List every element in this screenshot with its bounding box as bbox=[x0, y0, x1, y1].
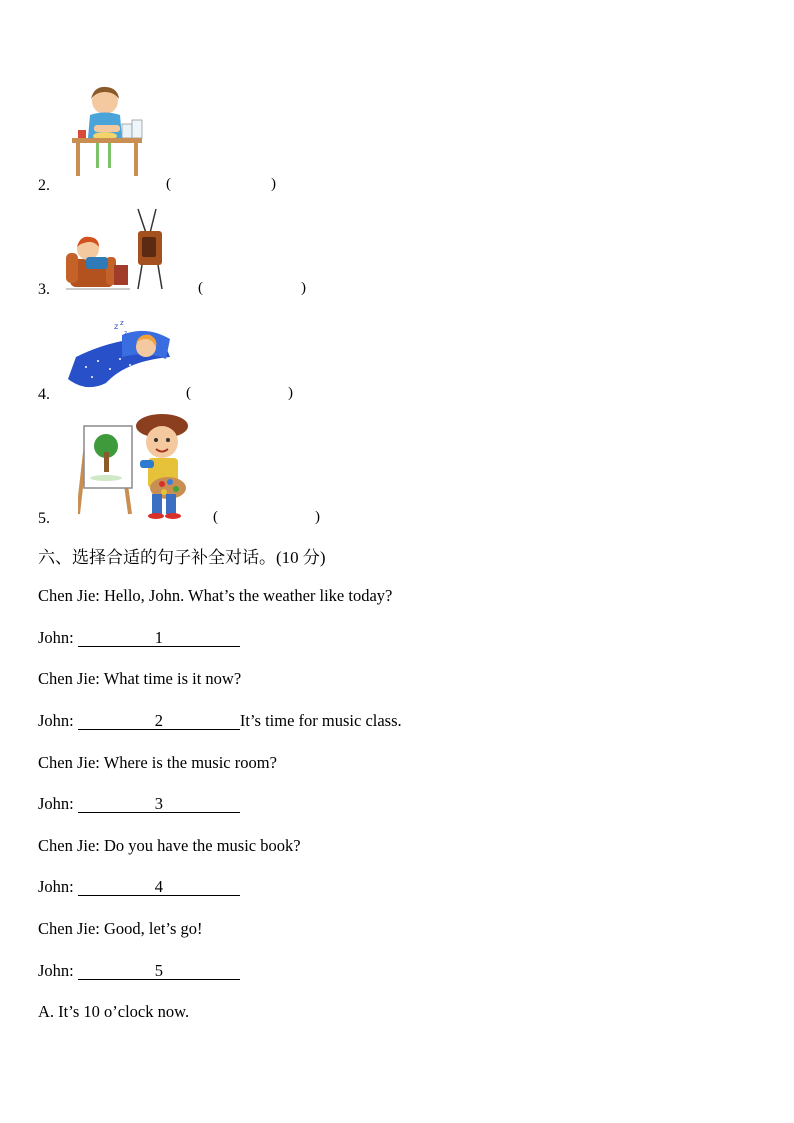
dialogue-text: Where is the music room? bbox=[103, 753, 277, 772]
option-a: A. It’s 10 o’clock now. bbox=[38, 1002, 190, 1021]
painting-illustration bbox=[78, 412, 192, 520]
speaker: John: bbox=[38, 794, 74, 813]
answer-blank[interactable]: 2 bbox=[78, 713, 240, 730]
svg-text:z: z bbox=[120, 319, 124, 327]
speaker: Chen Jie: bbox=[38, 753, 100, 772]
dialogue-line bbox=[38, 753, 277, 773]
answer-paren-open: ( bbox=[166, 176, 171, 192]
sleeping-illustration bbox=[66, 317, 172, 399]
answer-blank[interactable]: 4 bbox=[78, 879, 240, 896]
speaker: John: bbox=[38, 961, 74, 980]
answer-paren-open: ( bbox=[213, 509, 218, 525]
dialogue-line bbox=[38, 669, 241, 689]
dialogue-line bbox=[38, 877, 240, 897]
dialogue-line bbox=[38, 628, 240, 648]
eating-illustration bbox=[70, 84, 146, 178]
svg-text:z: z bbox=[114, 322, 119, 331]
item-number: 3. bbox=[38, 281, 50, 298]
section-heading: 六、选择合适的句子补全对话。(10 分) bbox=[38, 548, 326, 567]
dialogue-text: It’s time for music class. bbox=[239, 711, 402, 730]
answer-paren-close: ) bbox=[271, 176, 276, 192]
answer-paren-close: ) bbox=[288, 385, 293, 401]
answer-blank[interactable]: 5 bbox=[78, 963, 240, 980]
speaker: John: bbox=[38, 711, 74, 730]
dialogue-text: Hello, John. What’s the weather like today? bbox=[104, 586, 393, 605]
answer-paren-open: ( bbox=[198, 280, 203, 296]
dialogue-text: What time is it now? bbox=[103, 669, 242, 688]
watching-tv-illustration bbox=[66, 207, 170, 293]
item-number: 4. bbox=[38, 386, 50, 403]
dialogue-line bbox=[38, 794, 240, 814]
answer-paren-open: ( bbox=[186, 385, 191, 401]
answer-paren-close: ) bbox=[315, 509, 320, 525]
dialogue-line bbox=[38, 836, 301, 856]
dialogue-text: Do you have the music book? bbox=[104, 836, 301, 855]
dialogue-text: Good, let’s go! bbox=[104, 919, 203, 938]
speaker: Chen Jie: bbox=[38, 586, 100, 605]
dialogue-line bbox=[38, 961, 240, 981]
item-number: 2. bbox=[38, 177, 50, 194]
speaker: Chen Jie: bbox=[38, 919, 100, 938]
speaker: Chen Jie: bbox=[38, 836, 100, 855]
speaker: Chen Jie: bbox=[38, 669, 100, 688]
dialogue-line bbox=[38, 711, 402, 731]
answer-paren-close: ) bbox=[301, 280, 306, 296]
answer-blank[interactable]: 3 bbox=[78, 796, 240, 813]
dialogue-line bbox=[38, 919, 203, 939]
answer-blank[interactable]: 1 bbox=[78, 630, 240, 647]
speaker: John: bbox=[38, 628, 74, 647]
item-number: 5. bbox=[38, 510, 50, 527]
speaker: John: bbox=[38, 877, 74, 896]
svg-text:z: z bbox=[124, 330, 128, 337]
dialogue-line bbox=[38, 586, 392, 606]
